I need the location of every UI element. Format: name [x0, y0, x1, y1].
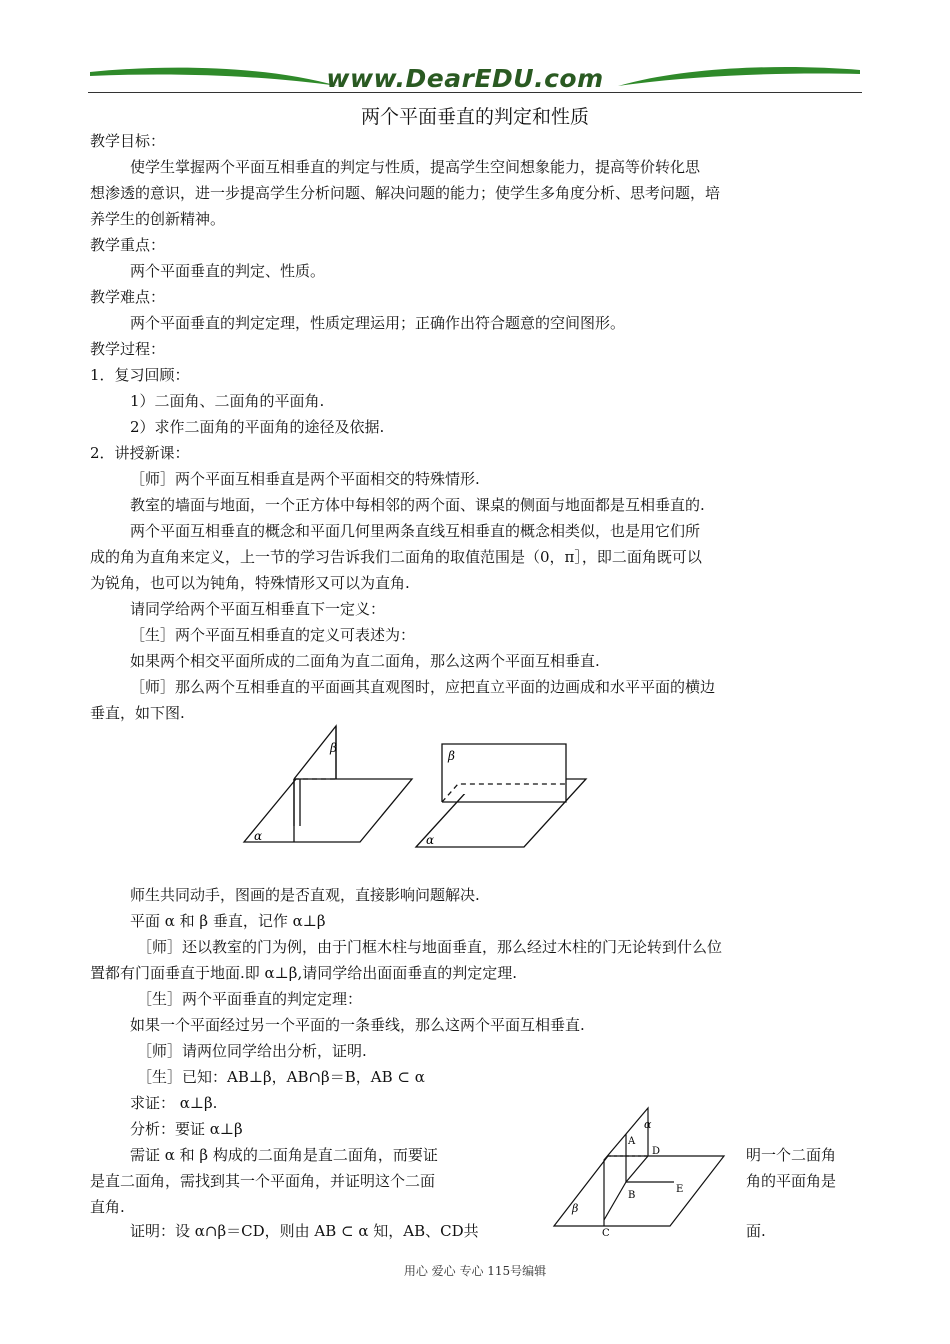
point-D-label: D [652, 1146, 661, 1157]
point-C-label: C [602, 1228, 610, 1239]
text-line: 直角. [90, 1198, 125, 1216]
perpendicular-planes-figures [240, 722, 590, 858]
text-line: 证明：设 α∩β＝CD，则由 AB ⊂ α 知，AB、CD共 [130, 1222, 479, 1240]
text-line: 为锐角，也可以为钝角，特殊情形又可以为直角. [90, 574, 410, 592]
text-line: 教室的墙面与地面，一个正方体中每相邻的两个面、课桌的侧面与地面都是互相垂直的. [130, 496, 705, 514]
text-line: 1．复习回顾： [90, 366, 190, 384]
fig2-alpha-label: α [426, 833, 435, 847]
text-line: 教学重点： [90, 236, 166, 254]
text-line: 两个平面垂直的判定定理，性质定理运用；正确作出符合题意的空间图形。 [130, 314, 626, 332]
text-line: ［师］那么两个互相垂直的平面画其直观图时，应把直立平面的边画成和水平平面的横边 [130, 678, 716, 696]
text-line: 角的平面角是 [746, 1172, 837, 1190]
text-line: 求证： α⊥β. [130, 1094, 218, 1112]
page-title: 两个平面垂直的判定和性质 [360, 106, 589, 128]
text-line: 请同学给两个平面互相垂直下一定义： [130, 600, 386, 618]
text-line: ［生］两个平面垂直的判定定理： [137, 990, 363, 1008]
text-line: 1）二面角、二面角的平面角. [130, 392, 325, 410]
text-line: 置都有门面垂直于地面.即 α⊥β,请同学给出面面垂直的判定定理. [90, 964, 517, 982]
text-line: ［师］还以教室的门为例，由于门框木柱与地面垂直，那么经过木柱的门无论转到什么位 [137, 938, 723, 956]
point-A-label: A [628, 1136, 636, 1147]
text-line: 需证 α 和 β 构成的二面角是直二面角，而要证 [130, 1146, 438, 1164]
text-line: 是直二面角，需找到其一个平面角，并证明这个二面 [90, 1172, 436, 1190]
text-line: ［师］两个平面互相垂直是两个平面相交的特殊情形. [130, 470, 480, 488]
text-line: 面. [746, 1222, 766, 1240]
text-line: 师生共同动手，图画的是否直观，直接影响问题解决. [130, 886, 480, 904]
text-line: 养学生的创新精神。 [90, 210, 226, 228]
text-line: 如果两个相交平面所成的二面角为直二面角，那么这两个平面互相垂直. [130, 652, 600, 670]
text-line: ［生］已知：AB⊥β，AB∩β＝B，AB ⊂ α [137, 1068, 425, 1086]
site-name: www.DearEDU.com [326, 64, 604, 93]
header-rule [88, 92, 862, 93]
text-line: 两个平面互相垂直的概念和平面几何里两条直线互相垂直的概念相类似，也是用它们所 [130, 522, 701, 540]
text-line: 分析：要证 α⊥β [130, 1120, 243, 1138]
page-footer: 用心 爱心 专心 115号编辑 [403, 1264, 547, 1278]
text-line: 使学生掌握两个平面互相垂直的判定与性质，提高学生空间想象能力，提高等价转化思 [130, 158, 701, 176]
text-line: 想渗透的意识，进一步提高学生分析问题、解决问题的能力；使学生多角度分析、思考问题，培 [90, 184, 721, 202]
text-line: 教学过程： [90, 340, 166, 358]
text-line: ［师］请两位同学给出分析，证明. [137, 1042, 367, 1060]
fig3-beta-label: β [572, 1202, 579, 1215]
segment-BD [626, 1156, 648, 1182]
text-line: 平面 α 和 β 垂直，记作 α⊥β [130, 912, 326, 930]
figure-2 [416, 744, 586, 847]
text-line: 2）求作二面角的平面角的途径及依据. [130, 418, 385, 436]
text-line: 如果一个平面经过另一个平面的一条垂线，那么这两个平面互相垂直. [130, 1016, 585, 1034]
figure-1 [244, 726, 412, 842]
proof-figure [548, 1100, 734, 1242]
text-line: 明一个二面角 [746, 1146, 837, 1164]
point-E-label: E [676, 1184, 684, 1195]
text-line: ［生］两个平面互相垂直的定义可表述为： [130, 626, 416, 644]
text-line: 2．讲授新课： [90, 444, 190, 462]
fig2-beta-label: β [448, 749, 455, 763]
text-line: 垂直，如下图. [90, 704, 185, 722]
fig3-alpha-label: α [644, 1118, 652, 1131]
fig1-beta-label: β [330, 741, 337, 755]
fig1-alpha-label: α [254, 829, 263, 843]
segment-BC [604, 1182, 626, 1220]
text-line: 教学难点： [90, 288, 166, 306]
text-line: 成的角为直角来定义，上一节的学习告诉我们二面角的取值范围是（0，π］，即二面角既可以 [90, 548, 702, 566]
text-line: 教学目标： [90, 132, 166, 150]
point-B-label: B [628, 1190, 636, 1201]
banner-right-swoosh [618, 67, 860, 86]
text-line: 两个平面垂直的判定、性质。 [130, 262, 326, 280]
